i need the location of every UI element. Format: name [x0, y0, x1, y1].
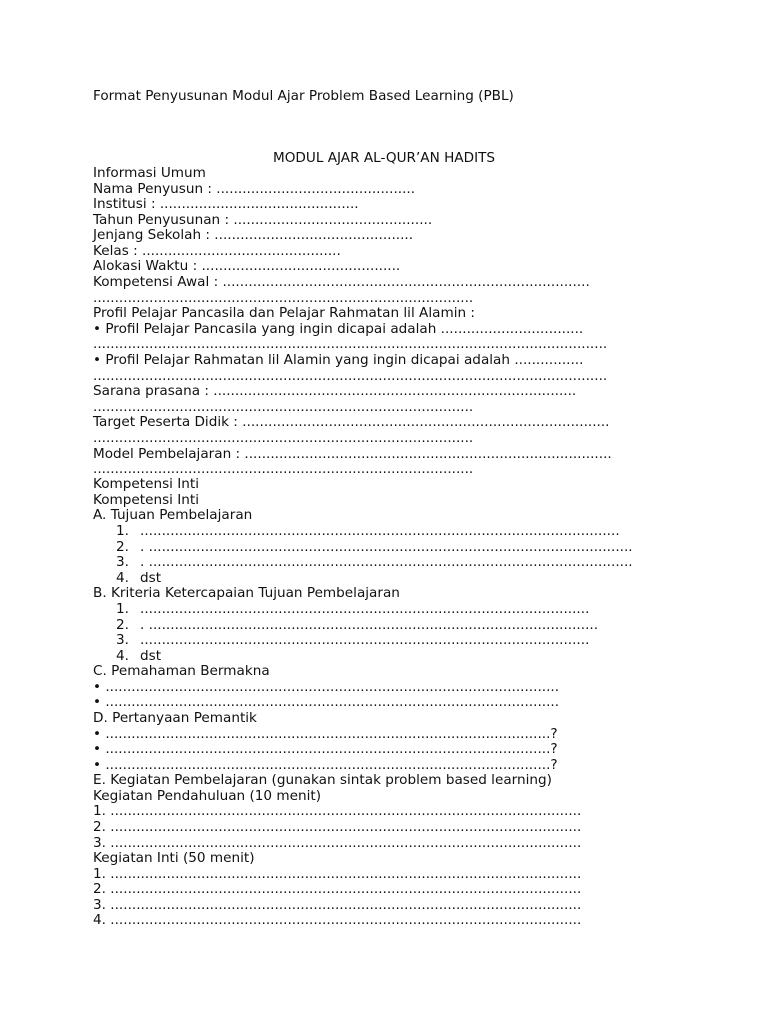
bullet-profil-rahmatan: • Profil Pelajar Rahmatan lil Alamin yang ingin dicapai adalah ................ — [93, 352, 584, 368]
section-pemahaman-bermakna: C. Pemahaman Bermakna — [93, 663, 270, 679]
dotted-line: ....................................................................................................................... — [93, 368, 608, 384]
item-number: 2. — [116, 617, 129, 633]
section-informasi-umum: Informasi Umum — [93, 165, 206, 181]
section-profil-pelajar: Profil Pelajar Pancasila dan Pelajar Rahmatan lil Alamin : — [93, 305, 475, 321]
section-kegiatan-pembelajaran: E. Kegiatan Pembelajaran (gunakan sintak problem based learning) — [93, 772, 552, 788]
field-sarana-prasana: Sarana prasana : .................................................................................... — [93, 383, 577, 399]
list-item — [116, 617, 598, 633]
item-number: 1. — [116, 601, 129, 617]
bullet-profil-pancasila: • Profil Pelajar Pancasila yang ingin dicapai adalah ................................. — [93, 321, 584, 337]
numbered-item: 1. ............................................................................................................. — [93, 803, 582, 819]
dotted-line: ........................................................................................ — [93, 430, 474, 446]
item-number: 4. — [116, 570, 129, 586]
dotted-line: ........................................................................................ — [93, 399, 474, 415]
item-text: . ........................................................................................................ — [140, 617, 599, 633]
field-model-pembelajaran: Model Pembelajaran : ..................................................................................... — [93, 446, 612, 462]
list-item — [116, 648, 161, 664]
dotted-line: ........................................................................................ — [93, 461, 474, 477]
section-pertanyaan-pemantik: D. Pertanyaan Pemantik — [93, 710, 257, 726]
numbered-item: 3. ............................................................................................................. — [93, 835, 582, 851]
field-tahun-penyusunan: Tahun Penyusunan : .............................................. — [93, 212, 433, 228]
field-alokasi-waktu: Alokasi Waktu : .............................................. — [93, 258, 401, 274]
bullet-item: • ......................................................................................................... — [93, 694, 560, 710]
field-kompetensi-awal: Kompetensi Awal : ..................................................................................... — [93, 274, 590, 290]
section-kompetensi-inti: Kompetensi Inti — [93, 476, 200, 492]
list-item — [116, 601, 589, 617]
field-target-peserta-didik: Target Peserta Didik : ..................................................................................... — [93, 414, 610, 430]
list-item — [116, 554, 633, 570]
list-item — [116, 523, 620, 539]
section-kriteria-ketercapaian: B. Kriteria Ketercapaian Tujuan Pembelajaran — [93, 585, 400, 601]
dotted-line: ........................................................................................ — [93, 290, 474, 306]
list-item — [116, 570, 161, 586]
numbered-item: 1. ............................................................................................................. — [93, 866, 582, 882]
field-jenjang-sekolah: Jenjang Sekolah : .............................................. — [93, 227, 414, 243]
field-nama-penyusun: Nama Penyusun : .............................................. — [93, 181, 416, 197]
module-heading: MODUL AJAR AL-QUR’AN HADITS — [272, 150, 496, 166]
numbered-item: 2. ............................................................................................................. — [93, 881, 582, 897]
bullet-item: • .......................................................................................................? — [93, 741, 558, 757]
section-tujuan-pembelajaran: A. Tujuan Pembelajaran — [93, 507, 253, 523]
item-number: 4. — [116, 648, 129, 664]
item-text: dst — [140, 648, 162, 664]
section-kompetensi-inti: Kompetensi Inti — [93, 492, 200, 508]
item-number: 1. — [116, 523, 129, 539]
item-text: ........................................................................................................ — [140, 601, 590, 617]
list-item — [116, 539, 633, 555]
subsection-kegiatan-inti: Kegiatan Inti (50 menit) — [93, 850, 255, 866]
item-number: 2. — [116, 539, 129, 555]
item-text: dst — [140, 570, 162, 586]
item-text: . ................................................................................................................ — [140, 554, 633, 570]
item-text: ............................................................................................................... — [140, 523, 620, 539]
dotted-line: ....................................................................................................................... — [93, 336, 608, 352]
document-title: Format Penyusunan Modul Ajar Problem Based Learning (PBL) — [93, 88, 514, 104]
bullet-item: • .......................................................................................................? — [93, 726, 558, 742]
subsection-kegiatan-pendahuluan: Kegiatan Pendahuluan (10 menit) — [93, 788, 322, 804]
bullet-item: • ......................................................................................................... — [93, 679, 560, 695]
field-kelas: Kelas : .............................................. — [93, 243, 341, 259]
field-institusi: Institusi : .............................................. — [93, 196, 359, 212]
numbered-item: 4. ............................................................................................................. — [93, 912, 582, 928]
item-text: . ................................................................................................................ — [140, 539, 633, 555]
numbered-item: 2. ............................................................................................................. — [93, 819, 582, 835]
numbered-item: 3. ............................................................................................................. — [93, 897, 582, 913]
item-number: 3. — [116, 632, 129, 648]
bullet-item: • .......................................................................................................? — [93, 757, 558, 773]
item-number: 3. — [116, 554, 129, 570]
list-item — [116, 632, 589, 648]
item-text: ........................................................................................................ — [140, 632, 590, 648]
